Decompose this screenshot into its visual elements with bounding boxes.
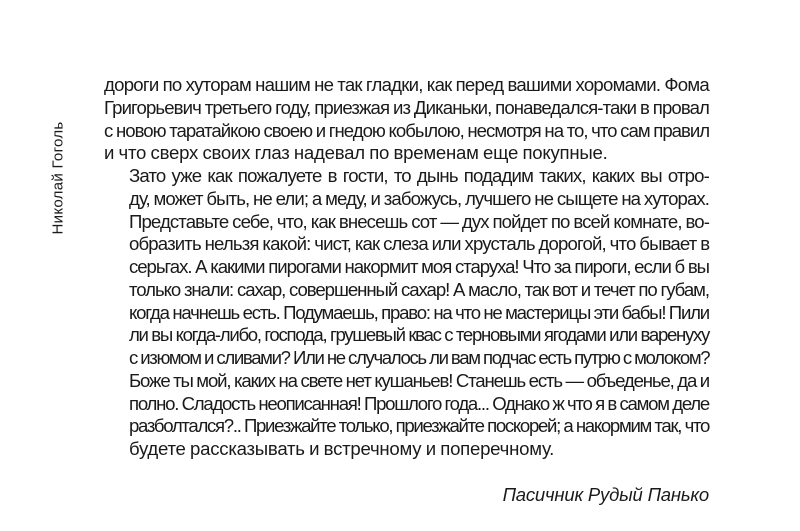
- text-line: Боже ты мой, каких на свете нет кушаньев! Станешь есть — объеденье, да и: [129, 369, 709, 391]
- text-line: Григорьевич третьего году, приезжая из Диканьки, понаведался-таки в провал: [104, 96, 709, 118]
- body-text: [104, 74, 709, 461]
- text-line: разболтался?.. Приезжайте только, приезжайте поскорей; а накормим так, что: [129, 415, 709, 437]
- text-line: с изюмом и сливами? Или не случалось ли вам подчас есть путрю с молоком?: [129, 347, 710, 368]
- text-line: серьгах. А какими пирогами накормит моя старуха! Что за пироги, если б вы: [129, 256, 709, 277]
- text-line: будете рассказывать и встречному и поперечному.: [129, 438, 555, 459]
- signature: Пасичник Рудый Панько: [502, 484, 709, 505]
- text-line: ли вы когда-либо, господа, грушевый квас с терновыми ягодами или варенуху: [129, 324, 709, 346]
- running-head-author: Николай Гоголь: [49, 121, 67, 235]
- text-line: только знали: сахар, совершенный сахар! А масло, так вот и течет по губам,: [129, 278, 709, 300]
- text-line: полно. Сладость неописанная! Прошлого года... Однако ж что я в самом деле: [129, 392, 709, 414]
- text-line: образить нельзя какой: чист, как слеза или хрусталь дорогой, что бывает в: [129, 233, 710, 255]
- text-line: с новою таратайкою своею и гнедою кобылою, несмотря на то, что сам правил: [104, 119, 710, 141]
- text-line: дороги по хуторам нашим не так гладки, как перед вашими хоромами. Фома: [104, 74, 709, 95]
- text-line: и что сверх своих глаз надевал по временам еще покупные.: [104, 142, 608, 164]
- paragraph-2: [104, 165, 709, 461]
- text-line: ду, может быть, не ели; а меду, и забожусь, лучшего не сыщете на хуторах.: [129, 187, 710, 209]
- text-line: Зато уже как пожалуете в гости, то дынь подадим таких, каких вы отро-: [129, 165, 709, 186]
- text-line: Представьте себе, что, как внесешь сот — дух пойдет по всей комнате, во-: [129, 210, 709, 232]
- text-line: когда начнешь есть. Подумаешь, право: на что не мастерицы эти бабы! Пили: [129, 301, 709, 323]
- paragraph-1: [104, 74, 709, 165]
